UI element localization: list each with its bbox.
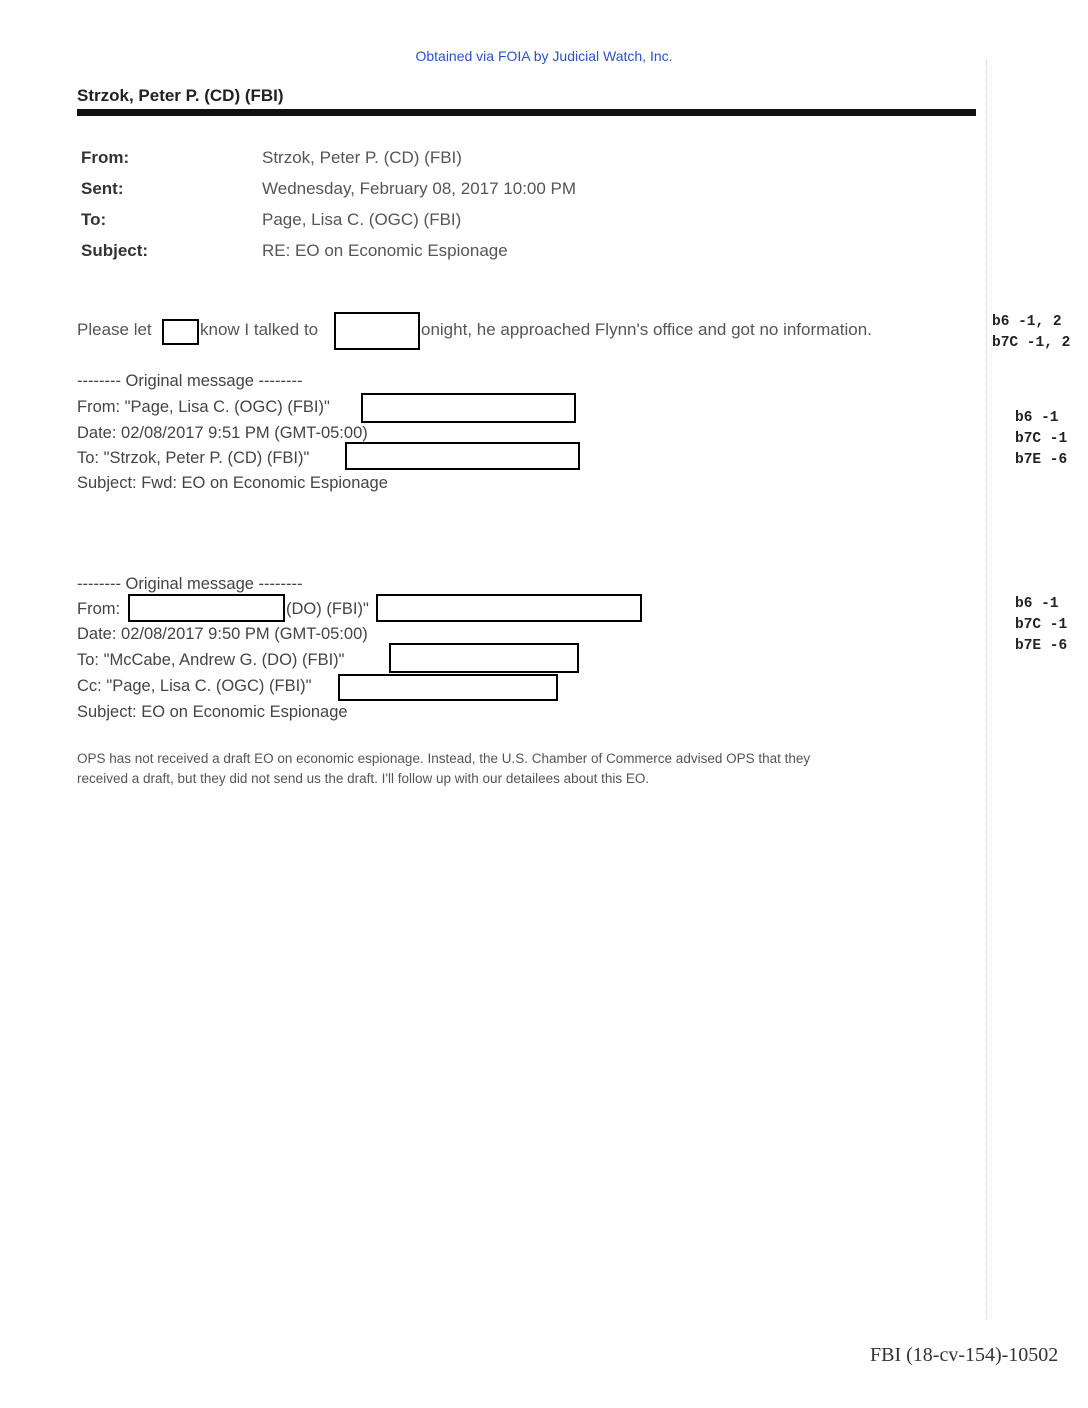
orig1-date: Date: 02/08/2017 9:51 PM (GMT-05:00) bbox=[77, 424, 368, 442]
orig2-from-label: From: bbox=[77, 600, 121, 618]
redaction-box bbox=[376, 594, 642, 622]
orig2-subject: Subject: EO on Economic Espionage bbox=[77, 703, 348, 721]
sent-label: Sent: bbox=[81, 179, 124, 198]
from-label: From: bbox=[81, 148, 130, 167]
sent-value: Wednesday, February 08, 2017 10:00 PM bbox=[262, 179, 577, 198]
orig2-date: Date: 02/08/2017 9:50 PM (GMT-05:00) bbox=[77, 625, 368, 643]
document-header: Strzok, Peter P. (CD) (FBI) bbox=[77, 86, 284, 105]
exemption-code: b7C -1, 2 bbox=[992, 335, 1071, 351]
exemption-code: b7C -1 bbox=[1015, 431, 1068, 447]
exemption-code: b7E -6 bbox=[1015, 638, 1068, 654]
body-text-part3: onight, he approached Flynn's office and got no information. bbox=[421, 320, 872, 339]
orig1-to: To: "Strzok, Peter P. (CD) (FBI)" bbox=[77, 449, 310, 467]
to-label: To: bbox=[81, 210, 107, 229]
original-message-separator: -------- Original message -------- bbox=[77, 575, 303, 593]
orig1-from: From: "Page, Lisa C. (OGC) (FBI)" bbox=[77, 398, 330, 416]
exemption-code: b7E -6 bbox=[1015, 452, 1068, 468]
orig2-cc: Cc: "Page, Lisa C. (OGC) (FBI)" bbox=[77, 677, 312, 695]
from-value: Strzok, Peter P. (CD) (FBI) bbox=[262, 148, 462, 167]
orig1-subject: Subject: Fwd: EO on Economic Espionage bbox=[77, 474, 388, 492]
redaction-box bbox=[128, 594, 285, 622]
redaction-box bbox=[334, 312, 420, 350]
redaction-box bbox=[345, 442, 580, 470]
redaction-box bbox=[162, 319, 199, 345]
foia-watermark: Obtained via FOIA by Judicial Watch, Inc. bbox=[415, 48, 673, 64]
exemption-code: b7C -1 bbox=[1015, 617, 1068, 633]
message-body-line2: received a draft, but they did not send us the draft. I'll follow up with our detailees about this EO. bbox=[77, 771, 650, 786]
redaction-box bbox=[389, 643, 579, 673]
body-text-part1: Please let bbox=[77, 320, 152, 339]
bates-number: FBI (18-cv-154)-10502 bbox=[870, 1344, 1059, 1366]
original-message-separator: -------- Original message -------- bbox=[77, 372, 303, 390]
body-text-part2: know I talked to bbox=[200, 320, 319, 339]
to-value: Page, Lisa C. (OGC) (FBI) bbox=[262, 210, 462, 229]
orig2-from-suffix: (DO) (FBI)" bbox=[286, 600, 369, 618]
header-rule bbox=[77, 109, 976, 116]
exemption-code: b6 -1 bbox=[1015, 410, 1059, 426]
redaction-box bbox=[361, 393, 576, 423]
subject-value: RE: EO on Economic Espionage bbox=[262, 241, 508, 260]
exemption-code: b6 -1 bbox=[1015, 596, 1059, 612]
subject-label: Subject: bbox=[81, 241, 149, 260]
scan-margin-line bbox=[986, 60, 987, 1320]
exemption-code: b6 -1, 2 bbox=[992, 314, 1062, 330]
orig2-to: To: "McCabe, Andrew G. (DO) (FBI)" bbox=[77, 651, 345, 669]
redaction-box bbox=[338, 674, 558, 701]
message-body-line1: OPS has not received a draft EO on economic espionage. Instead, the U.S. Chamber of Commerce advised OPS that they bbox=[77, 751, 811, 766]
